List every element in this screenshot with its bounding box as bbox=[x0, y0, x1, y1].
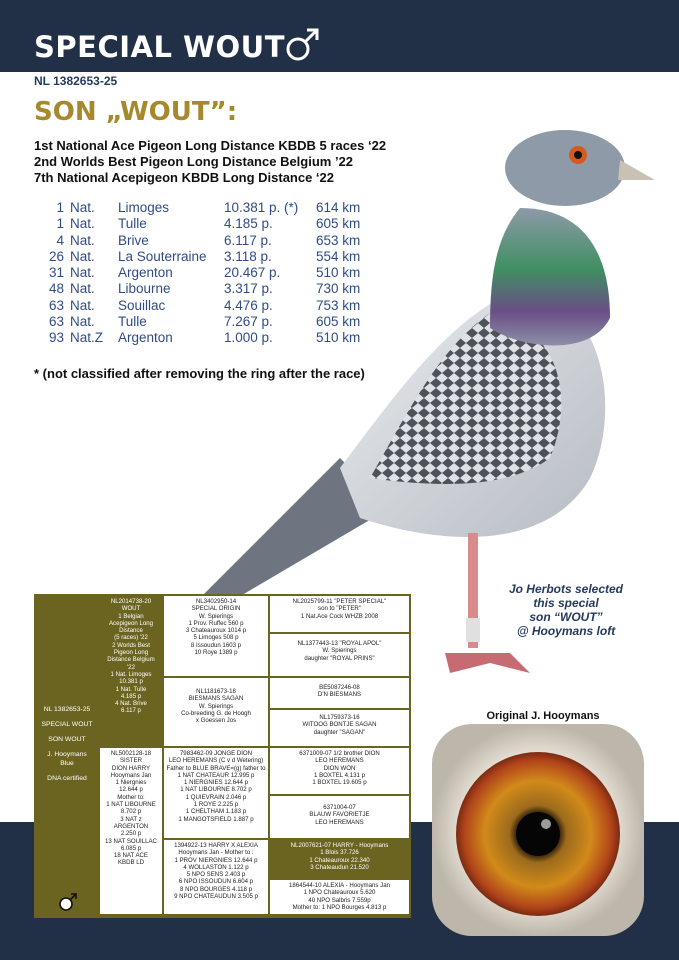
pedigree-dam bbox=[100, 748, 162, 914]
photo-caption bbox=[498, 582, 634, 638]
dd-ring: 1394922-13 HARRY X ALEXIA bbox=[174, 842, 258, 849]
dam-name: SISTER bbox=[119, 757, 142, 765]
pedigree-line: 3 Chateaudun 21.520 bbox=[310, 863, 369, 871]
pedigree-line: 5 NPO SENS 2.403 p bbox=[186, 871, 246, 879]
pedigree-line: daughter "SAGAN" bbox=[313, 728, 366, 736]
dam-ring: NL5002128-18 bbox=[110, 750, 152, 757]
pedigree-line: 1 NPO Chateauroux 5.620 bbox=[303, 889, 376, 897]
page-title: SPECIAL WOUT bbox=[34, 30, 286, 64]
pedigree-sdd bbox=[270, 710, 409, 746]
pedigree-sss bbox=[270, 596, 409, 632]
pedigree-line: 3 NAT z bbox=[120, 815, 142, 823]
result-race: Brive bbox=[118, 232, 149, 248]
result-score: 20.467 p. bbox=[224, 265, 281, 281]
result-km: 653 km bbox=[316, 232, 361, 248]
pedigree-line: DION HARRY bbox=[111, 764, 151, 772]
pedigree-line: KBDB LD bbox=[117, 859, 145, 867]
result-score: 1.000 p. bbox=[224, 330, 273, 346]
dd-name: Hooymans Jan - Mother to : bbox=[178, 849, 254, 857]
result-pos: 1 bbox=[56, 216, 64, 232]
achievement-item: 2nd Worlds Best Pigeon Long Distance Belgium ’22 bbox=[34, 154, 354, 169]
result-km: 510 km bbox=[316, 265, 361, 281]
pedigree-line: Acepigeon Long bbox=[108, 619, 154, 627]
pedigree-ddd bbox=[270, 880, 409, 914]
pedigree-line: 9 NPO CHATEAUDUN 3.505 p bbox=[174, 893, 258, 901]
pedigree-dam-dam bbox=[164, 840, 268, 914]
pedigree-line: 10 Roye 1389 p bbox=[194, 649, 238, 657]
pedigree-line: 3 Chateauroux 1014 p bbox=[185, 627, 247, 635]
ss-ring: NL3402950-14 bbox=[195, 598, 237, 605]
pedigree-line: W. Spierings bbox=[198, 702, 234, 710]
main-name2: SON WOUT bbox=[48, 736, 86, 743]
pedigree-line: 1 Blois 37.726 bbox=[320, 849, 359, 857]
pedigree-line: 6.085 p bbox=[120, 844, 142, 852]
main-breeder: J. Hooymans bbox=[47, 751, 87, 758]
result-race: La Souterraine bbox=[118, 248, 207, 264]
result-pos: 48 bbox=[48, 281, 64, 297]
pedigree-line: Mother to: bbox=[117, 793, 145, 801]
result-race: Tulle bbox=[118, 314, 147, 330]
result-level: Nat. bbox=[70, 265, 95, 281]
pedigree-line: 1 Niergnies bbox=[115, 779, 147, 787]
ds-name: LEO HEREMANS (C v d Wetering) bbox=[168, 757, 264, 765]
pedigree-sds bbox=[270, 678, 409, 708]
pedigree-line: 1 Prov. Ruffec 560 p bbox=[188, 619, 244, 627]
pedigree-line: son to "PETER" bbox=[318, 605, 361, 613]
result-km: 614 km bbox=[316, 200, 361, 215]
ring-number: NL 1382653-25 bbox=[34, 74, 118, 88]
pedigree-line: 1 PROV NIERGNIES 12.644 p bbox=[174, 856, 258, 864]
result-level: Nat. bbox=[70, 216, 95, 232]
result-level: Nat. bbox=[70, 200, 95, 215]
pedigree-line: '22 bbox=[127, 663, 135, 671]
pedigree-sire-dam bbox=[164, 678, 268, 746]
pedigree-line: 1 BOXTEL 19.605 p bbox=[312, 779, 367, 787]
son-heading: SON „WOUT”: bbox=[34, 97, 238, 127]
pedigree-line: 2.250 p bbox=[120, 830, 142, 838]
result-level: Nat. bbox=[70, 314, 95, 330]
caption-line: @ Hooymans loft bbox=[516, 624, 616, 638]
pedigree-line: BLAUW FAVORIETJE bbox=[309, 811, 370, 819]
result-pos: 93 bbox=[48, 330, 64, 346]
ds-ring: 7983462-09 JONGE DION bbox=[179, 750, 253, 757]
pedigree-line: Father to BLUE BRAVE=(g) father to bbox=[166, 764, 266, 772]
pedigree-line: 4 Nat. Brive bbox=[115, 700, 147, 708]
pedigree-line: LEO HEREMANS bbox=[315, 757, 364, 765]
pedigree-line: LEO HEREMANS bbox=[315, 818, 364, 826]
pedigree-line: 10.381 p bbox=[119, 678, 143, 686]
male-symbol-icon bbox=[283, 24, 323, 64]
main-color: Blue bbox=[60, 760, 74, 767]
pedigree-line: Distance Belgium bbox=[107, 656, 155, 664]
pedigree-line: W. Spierings bbox=[198, 612, 234, 620]
pedigree-line: 1 CHELTHAM 1.183 p bbox=[185, 808, 247, 816]
pedigree-sire-sire bbox=[164, 596, 268, 676]
pedigree-line: daughter "ROYAL PRINS" bbox=[304, 654, 375, 662]
sdd-ring: NL1759373-16 bbox=[319, 714, 360, 721]
result-level: Nat. bbox=[70, 248, 95, 264]
pedigree-line: 6.117 p bbox=[121, 707, 141, 715]
pedigree-line: 1 BOXTEL 4.131 p bbox=[314, 771, 365, 779]
result-pos: 26 bbox=[48, 248, 64, 264]
result-km: 605 km bbox=[316, 314, 361, 330]
main-name: SPECIAL WOUT bbox=[41, 721, 93, 728]
pedigree-line: 8.702 p bbox=[120, 808, 142, 816]
result-race: Argenton bbox=[118, 265, 173, 281]
pedigree-line: 5 Limoges 508 p bbox=[193, 634, 239, 642]
pedigree-line: (5 races) '22 bbox=[114, 634, 148, 642]
pedigree-line: 40 NPO Salbris 7.559p bbox=[308, 896, 371, 904]
sss-ring: NL2025799-11 "PETER SPECIAL" bbox=[292, 598, 387, 605]
pedigree-line: Distance bbox=[119, 627, 143, 635]
pedigree-dss bbox=[270, 748, 409, 794]
pedigree-dam-sire bbox=[164, 748, 268, 838]
pedigree-line: 12.644 p bbox=[119, 786, 143, 794]
eye-caption: Original J. Hooymans bbox=[486, 710, 600, 722]
pedigree-ssd bbox=[270, 634, 409, 676]
ddd-ring: 1864544-10 ALEXIA - Hooymans Jan bbox=[289, 882, 390, 889]
pedigree-line: 1 Belgian bbox=[118, 612, 144, 620]
pedigree-line: 18 NAT ACE bbox=[114, 852, 148, 860]
result-km: 753 km bbox=[316, 297, 361, 313]
dsd-ring: 6371004-07 bbox=[323, 804, 356, 811]
pedigree-line: 1 NAT CHATEAUR 12.995 p bbox=[177, 771, 255, 779]
result-score: 6.117 p. bbox=[224, 232, 272, 248]
pedigree-line: Hooymans Jan bbox=[110, 771, 152, 779]
pedigree-line: WITOOG BONTJE SAGAN bbox=[302, 721, 377, 729]
result-race: Limoges bbox=[118, 200, 170, 215]
pedigree-line: 1 NAT LIBOURNE 8.702 p bbox=[180, 786, 252, 794]
pedigree-line: W. Spierings bbox=[322, 647, 357, 655]
pedigree-dds bbox=[270, 840, 409, 878]
result-pos: 4 bbox=[56, 232, 64, 248]
dss-ring: 6371009-07 1/2 brother DION bbox=[299, 750, 380, 757]
result-km: 730 km bbox=[316, 281, 361, 297]
result-pos: 31 bbox=[48, 265, 64, 281]
sds-ring: BE5087246-08 bbox=[319, 684, 360, 691]
sire-name: WOUT bbox=[121, 605, 141, 613]
pedigree-line: 1 ROYE 2.225 p bbox=[193, 801, 239, 809]
result-score: 4.185 p. bbox=[224, 216, 273, 232]
result-race: Libourne bbox=[118, 281, 171, 297]
pedigree-main-pigeon bbox=[34, 594, 100, 918]
result-score: 3.118 p. bbox=[224, 248, 272, 264]
pedigree-line: 1 QUIEVRAIN 2.046 p bbox=[185, 793, 247, 801]
sd-ring: NL1181673-18 bbox=[196, 688, 236, 695]
pedigree-line: Mother to: 1 NPO Bourges 4.813 p bbox=[292, 903, 387, 911]
pedigree-line: 8 Issoudun 1603 p bbox=[190, 641, 242, 649]
pedigree-line: 13 NAT SOUILLAC bbox=[105, 837, 157, 845]
pedigree-line: DION WON bbox=[323, 764, 356, 772]
result-score: 10.381 p. (*) bbox=[224, 200, 299, 215]
pedigree-line: 1 Chateauroux 22.340 bbox=[309, 856, 370, 864]
ssd-ring: NL1377443-13 "ROYAL APOL" bbox=[297, 640, 382, 647]
result-level: Nat. bbox=[70, 232, 95, 248]
result-pos: 63 bbox=[48, 297, 64, 313]
result-race: Argenton bbox=[118, 330, 173, 346]
pedigree-line: 1 Nat.Ace Cock WHZB 2008 bbox=[300, 612, 379, 620]
result-race: Tulle bbox=[118, 216, 147, 232]
result-race: Souillac bbox=[118, 297, 166, 313]
result-level: Nat. bbox=[70, 281, 95, 297]
ss-name: SPECIAL ORIGIN bbox=[191, 605, 241, 613]
male-symbol-icon bbox=[58, 892, 78, 912]
pedigree-line: 4 WOLLASTON 1.122 p bbox=[183, 863, 249, 871]
pedigree-line: Co-breeding G. de Hoogh bbox=[181, 709, 251, 717]
sire-ring: NL2014738-20 bbox=[110, 598, 152, 605]
eye-photo bbox=[432, 724, 644, 936]
pedigree-line: 1 NIERGNIES 12.644 p bbox=[183, 779, 249, 787]
dds-ring: NL2007621-07 HARRY - Hooymans bbox=[290, 842, 389, 849]
pedigree-line: ARGENTON bbox=[113, 822, 149, 830]
sd-name: BIESMANS SAGAN bbox=[188, 695, 244, 703]
result-km: 510 km bbox=[316, 330, 361, 346]
result-pos: 63 bbox=[48, 314, 64, 330]
pedigree-line: 2 Worlds Best bbox=[112, 641, 150, 649]
result-level: Nat. bbox=[70, 297, 95, 313]
pedigree-line: Pigeon Long bbox=[113, 649, 149, 657]
main-ring: NL 1382653-25 bbox=[43, 706, 91, 713]
pedigree-line: 1 Nat. Tulle bbox=[115, 685, 147, 693]
pedigree-line: D'N BIESMANS bbox=[317, 691, 362, 699]
result-level: Nat.Z bbox=[70, 330, 104, 346]
pedigree-line: 1 Nat. Limoges bbox=[110, 670, 152, 678]
pedigree-line: x Goessen Jos bbox=[195, 717, 237, 725]
result-km: 554 km bbox=[316, 248, 361, 264]
pedigree-line: 1 NAT LIBOURNE bbox=[106, 801, 156, 809]
pedigree-line: 1 MANGOTSFIELD 1.887 p bbox=[178, 815, 254, 823]
pedigree-sire bbox=[100, 596, 162, 746]
pedigree-line: 4.185 p bbox=[120, 692, 142, 700]
result-score: 3.317 p. bbox=[224, 281, 273, 297]
achievement-item: 7th National Acepigeon KBDB Long Distance ‘22 bbox=[34, 170, 335, 185]
caption-line: Jo Herbots selected bbox=[508, 582, 624, 596]
pedigree-dsd bbox=[270, 796, 409, 838]
result-pos: 1 bbox=[56, 200, 64, 215]
footnote: * (not classified after removing the ring after the race) bbox=[34, 366, 365, 381]
pedigree-line: 8 NPO BOURGES 4.118 p bbox=[179, 885, 253, 893]
achievement-item: 1st National Ace Pigeon Long Distance KBDB 5 races ‘22 bbox=[34, 138, 387, 153]
caption-line: son “WOUT” bbox=[529, 610, 603, 624]
caption-line: this special bbox=[533, 596, 599, 610]
result-score: 4.476 p. bbox=[224, 297, 273, 313]
main-dna: DNA certified bbox=[47, 775, 87, 782]
result-score: 7.267 p. bbox=[224, 314, 273, 330]
result-km: 605 km bbox=[316, 216, 361, 232]
pedigree-line: 6 NPO ISSOUDUN 6.604 p bbox=[178, 878, 254, 886]
